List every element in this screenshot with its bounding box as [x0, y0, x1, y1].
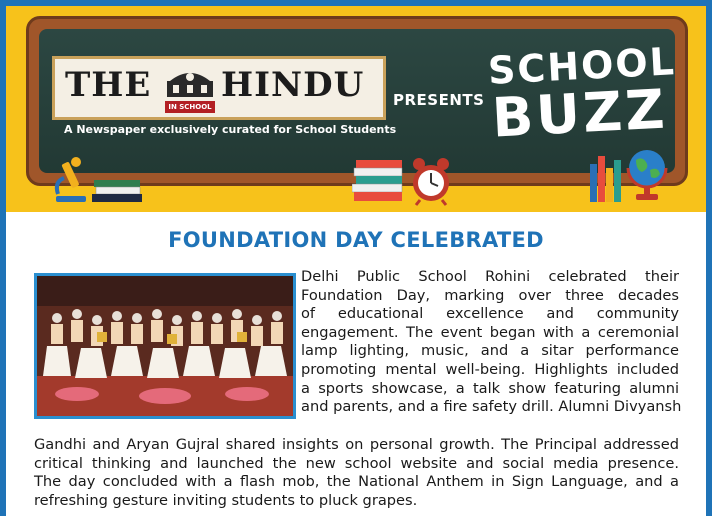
article-headline: FOUNDATION DAY CELEBRATED — [168, 228, 544, 252]
article-line: The day concluded with a flash mob, the National Anthem in Sign Language, and a — [34, 473, 679, 491]
article-line: Delhi Public School Rohini celebrated their — [301, 268, 679, 285]
books-icon — [588, 150, 624, 204]
microscope-icon — [50, 154, 90, 204]
article-body-beside-photo — [301, 268, 682, 417]
school-buzz-title-school: SCHOOL — [486, 39, 677, 93]
article-line: promoting mental well-being. Highlights included — [301, 360, 679, 378]
in-school-tag: IN SCHOOL — [165, 101, 215, 113]
article-line: refreshing gesture inviting students to pluck grapes. — [34, 491, 418, 509]
article-line: and parents, and a fire safety drill. Alumni Divyansh — [301, 398, 682, 416]
books-icon — [352, 158, 406, 204]
article-line: critical thinking and launched the new school website and social media presence. — [34, 454, 679, 472]
school-buzz-title-buzz: BUZZ — [490, 77, 669, 150]
article-line: lamp lighting, music, and a sitar performance — [301, 342, 679, 360]
article-line: Foundation Day, marking over three decades — [301, 286, 679, 304]
article-line: a sports showcase, a talk show featuring alumni — [301, 379, 679, 397]
performance-photo-illustration — [37, 276, 293, 416]
logo-word-hindu: HINDU — [221, 65, 365, 105]
presents-label: PRESENTS — [393, 91, 485, 109]
alarm-clock-icon — [410, 156, 452, 206]
logo-word-the: THE — [65, 65, 152, 105]
newspaper-emblem-icon — [165, 65, 215, 99]
tagline: A Newspaper exclusively curated for School Students — [64, 123, 397, 136]
article-line: of educational excellence and community — [301, 305, 679, 323]
the-hindu-logo — [52, 56, 386, 120]
article-body-full-width — [34, 436, 679, 510]
article-line: engagement. The event began with a ceremonial — [301, 323, 679, 341]
article-photo — [34, 273, 296, 419]
globe-icon — [624, 146, 670, 204]
article-line: Gandhi and Aryan Gujral shared insights on personal growth. The Principal addressed — [34, 436, 679, 453]
books-icon — [92, 178, 144, 204]
